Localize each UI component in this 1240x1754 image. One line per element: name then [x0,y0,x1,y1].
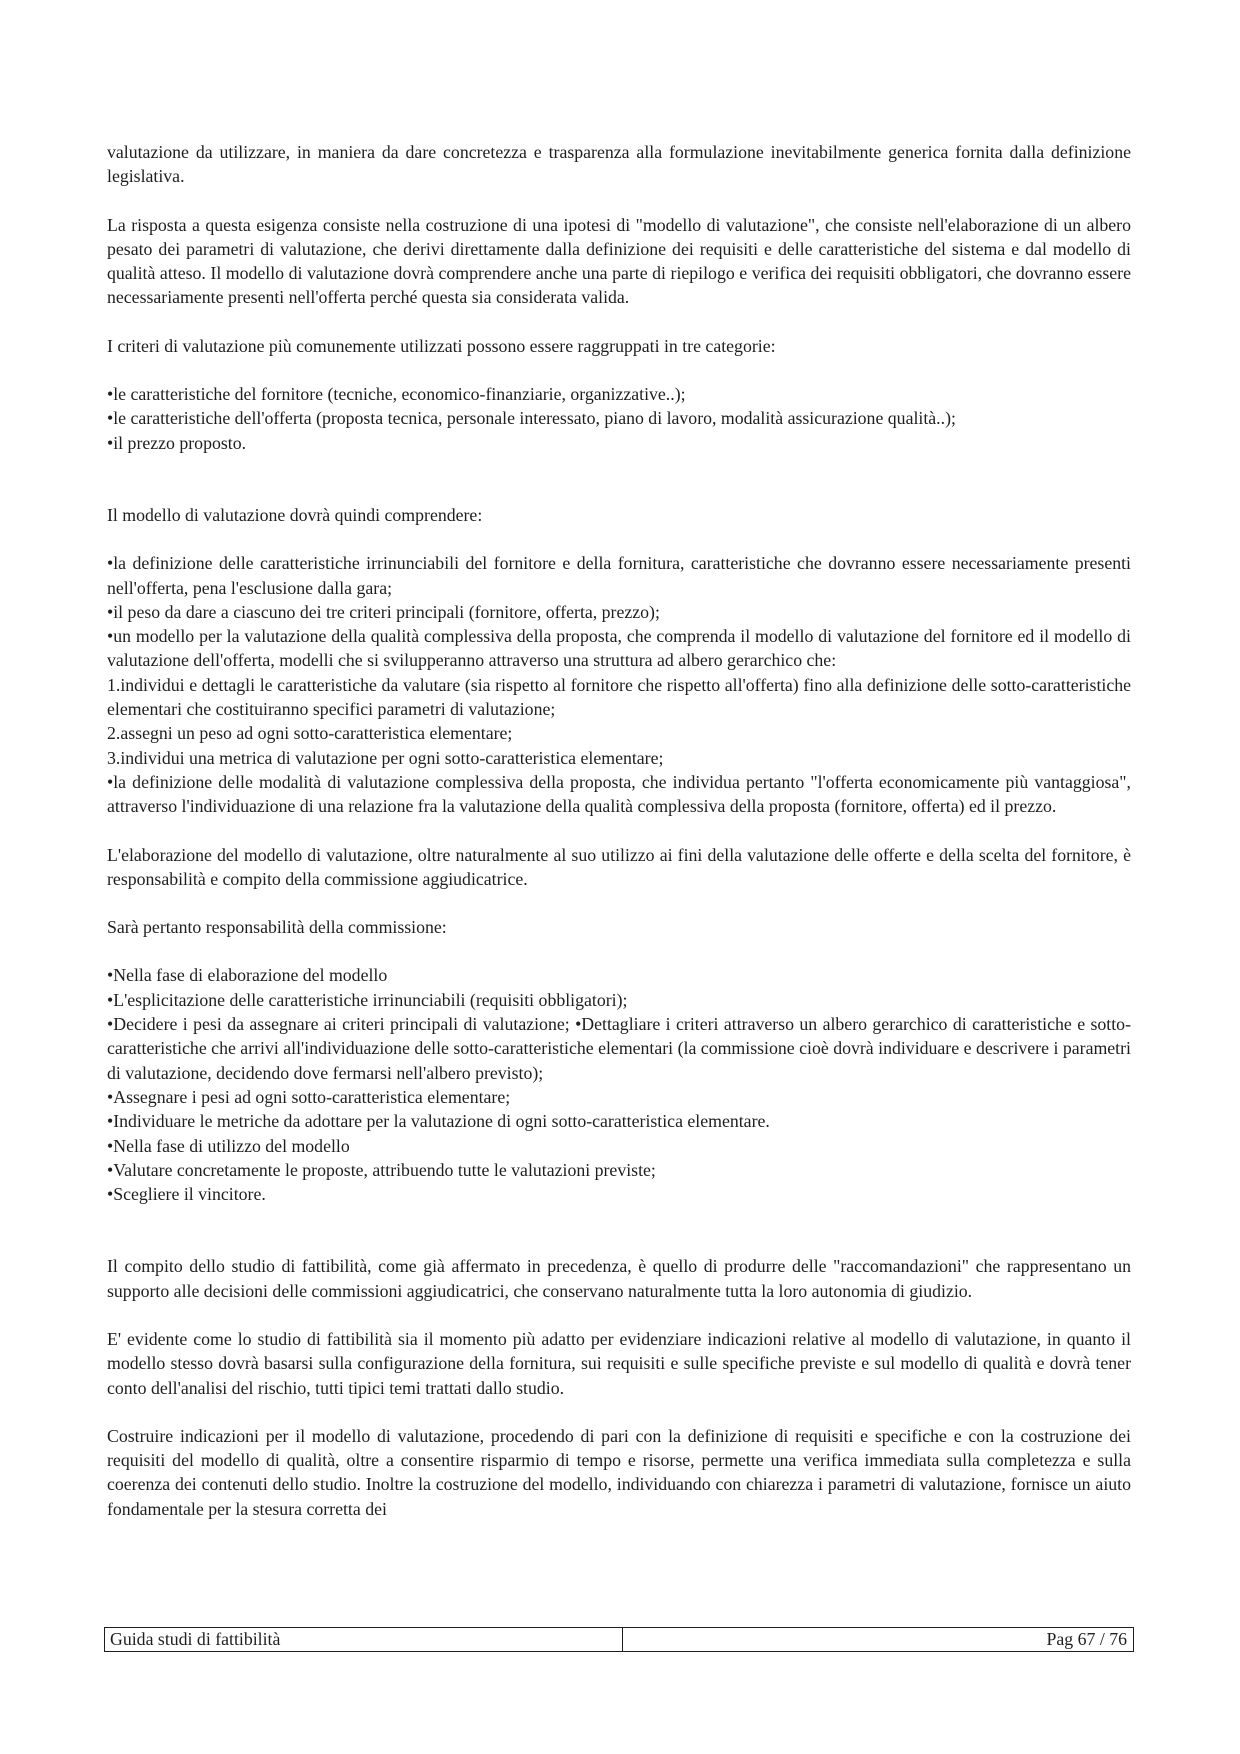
paragraph-criteria-intro: I criteri di valutazione più comunemente utilizzati possono essere raggruppati in tre categorie: [107,335,776,356]
list-item: •Decidere i pesi da assegnare ai criteri principali di valutazione; •Dettagliare i criteri attraverso un albero gerarchico di caratteristiche e sotto-caratteristiche che arrivi all'individuazione delle sotto-caratteristiche elementari (la commissione cioè dovrà individuare e descrivere i parametri di valutazione, decidendo dove fermarsi nell'albero previsto); [107,1014,1131,1083]
list-item: •il prezzo proposto. [107,432,247,453]
paragraph-commission-intro: Sarà pertanto responsabilità della commissione: [107,917,447,938]
list-item: 2.assegni un peso ad ogni sotto-caratteristica elementare; [107,723,513,744]
list-item: •un modello per la valutazione della qualità complessiva della proposta, che comprenda il modello di valutazione del fornitore ed il modello di valutazione dell'offerta, modelli che si svilupperanno attraverso una struttura ad albero gerarchico che: [107,626,1131,671]
paragraph-model-hypothesis: La risposta a questa esigenza consiste nella costruzione di una ipotesi di "modello di valutazione", che consiste nell'elaborazione di un albero pesato dei parametri di valutazione, che derivi direttamente dalla definizione dei requisiti e delle caratteristiche del sistema e dal modello di qualità atteso. Il modello di valutazione dovrà comprendere anche una parte di riepilogo e verifica dei requisiti obbligatori, che dovranno essere necessariamente presenti nell'offerta perché questa sia considerata valida. [107,214,1131,308]
list-item: •Valutare concretamente le proposte, attribuendo tutte le valutazioni previste; [107,1159,656,1180]
page-number: Pag 67 / 76 [1046,1629,1127,1649]
list-item: •Nella fase di utilizzo del modello [107,1135,350,1156]
list-item: •la definizione delle modalità di valutazione complessiva della proposta, che individua pertanto "l'offerta economicamente più vantaggiosa", attraverso l'individuazione di una relazione fra la valutazione della qualità complessiva della proposta (fornitore, offerta) ed il prezzo. [107,771,1131,817]
list-item: •Nella fase di elaborazione del modello [107,965,388,986]
footer-title: Guida studi di fattibilità [105,1628,623,1651]
document-body [107,140,1131,1521]
list-item: •il peso da dare a ciascuno dei tre criteri principali (fornitore, offerta, prezzo); [107,601,660,622]
list-item: •Assegnare i pesi ad ogni sotto-caratteristica elementare; [107,1086,511,1107]
paragraph-intro: valutazione da utilizzare, in maniera da dare concretezza e trasparenza alla formulazione inevitabilmente generica fornita dalla definizione legislativa. [107,142,1131,187]
page-footer [104,1627,1134,1652]
list-item: •Individuare le metriche da adottare per la valutazione di ogni sotto-caratteristica elementare. [107,1111,770,1132]
list-item: •le caratteristiche dell'offerta (proposta tecnica, personale interessato, piano di lavoro, modalità assicurazione qualità..); [107,408,956,429]
list-item: 1.individui e dettagli le caratteristiche da valutare (sia rispetto al fornitore che rispetto all'offerta) fino alla definizione delle sotto-caratteristiche elementari che costituiranno specifici parametri di valutazione; [107,674,1131,720]
paragraph-build-indications: Costruire indicazioni per il modello di valutazione, procedendo di pari con la definizione di requisiti e specifiche e con la costruzione dei requisiti del modello di qualità, oltre a consentire risparmio di tempo e risorse, permette una verifica immediata sulla completezza e sulla coerenza dei contenuti dello studio. Inoltre la costruzione del modello, individuando con chiarezza i parametri di valutazione, fornisce un aiuto fondamentale per la stesura corretta dei [107,1425,1131,1519]
paragraph-feasibility-task: Il compito dello studio di fattibilità, come già affermato in precedenza, è quello di produrre delle "raccomandazioni" che rappresentano un supporto alle decisioni delle commissioni aggiudicatrici, che conservano naturalmente tutta la loro autonomia di giudizio. [107,1256,1131,1301]
list-item: •le caratteristiche del fornitore (tecniche, economico-finanziarie, organizzative..); [107,384,686,405]
list-item: •L'esplicitazione delle caratteristiche irrinunciabili (requisiti obbligatori); [107,989,628,1010]
paragraph-evident: E' evidente come lo studio di fattibilità sia il momento più adatto per evidenziare indicazioni relative al modello di valutazione, in quanto il modello stesso dovrà basarsi sulla configurazione della fornitura, sui requisiti e sulle specifiche previste e sul modello di qualità e dovrà tener conto dell'analisi del rischio, tutti tipici temi trattati dallo studio. [107,1328,1131,1398]
paragraph-model-intro: Il modello di valutazione dovrà quindi comprendere: [107,504,483,525]
list-item: 3.individui una metrica di valutazione per ogni sotto-caratteristica elementare; [107,747,664,768]
list-item: •la definizione delle caratteristiche irrinunciabili del fornitore e della fornitura, caratteristiche che dovranno essere necessariamente presenti nell'offerta, pena l'esclusione dalla gara; [107,553,1131,598]
paragraph-elaboration: L'elaborazione del modello di valutazione, oltre naturalmente al suo utilizzo ai fini della valutazione delle offerte e della scelta del fornitore, è responsabilità e compito della commissione aggiudicatrice. [107,844,1131,889]
list-item: •Scegliere il vincitore. [107,1184,266,1205]
